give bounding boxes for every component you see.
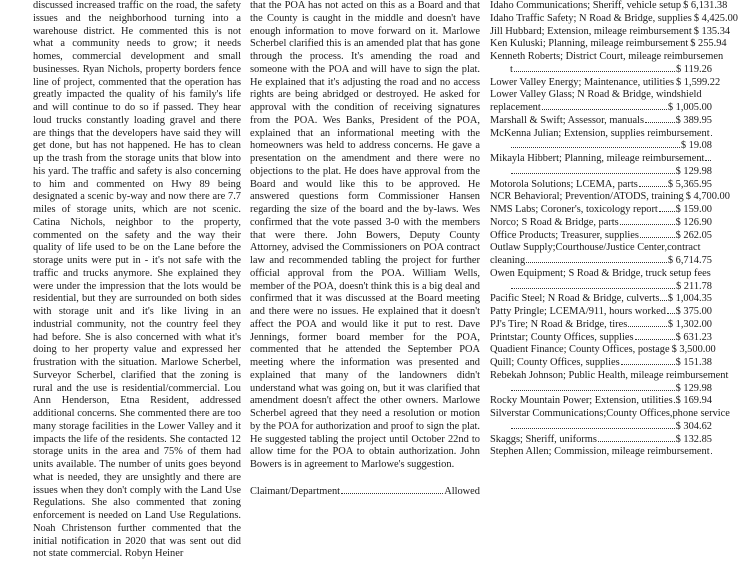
claimant-name: NMS Labs; Coroner's, toxicology report: [490, 204, 658, 217]
claim-entry: [490, 153, 712, 179]
claim-amount: $ 631.23: [676, 332, 712, 345]
claim-entry: [490, 268, 712, 294]
claimant-name: Owen Equipment; S Road & Bridge, truck setup fees: [490, 268, 711, 281]
claimant-name: Lower Valley Glass; N Road & Bridge, windshield: [490, 89, 702, 102]
claim-entry: [490, 204, 712, 217]
claimant-name: Quadient Finance; County Offices, postage: [490, 344, 670, 357]
claim-entry: [490, 408, 712, 434]
claim-amount: $ 129.98: [676, 383, 712, 396]
claim-entry: [490, 446, 712, 459]
claimant-name: Jill Hubbard; Extension, mileage reimbursement: [490, 26, 692, 39]
claim-entry: [490, 357, 712, 370]
claimant-name: NCR Behavioral; Prevention/ATODS, training: [490, 191, 684, 204]
claimant-name-continued: replacement: [490, 102, 541, 115]
claimant-name: Kenneth Roberts; District Court, mileage reimbursemen: [490, 51, 723, 64]
claimant-name-continued: t: [510, 64, 513, 77]
claimant-name: Idaho Traffic Safety; N Road & Bridge, supplies: [490, 13, 692, 26]
claimant-name: Silverstar Communications;County Offices,phone service: [490, 408, 730, 421]
claim-entry: [490, 319, 712, 332]
allowed-header: Allowed: [444, 486, 480, 499]
dot-leader: [639, 186, 667, 187]
claimant-name: Mikayla Hibbert; Planning, mileage reimbursement: [490, 153, 704, 166]
claimant-name: Ken Kuluski; Planning, mileage reimbursement: [490, 38, 688, 51]
claimant-name: Norco; S Road & Bridge, parts: [490, 217, 619, 230]
claim-entry: [490, 395, 712, 408]
claimant-name: Stephen Allen; Commission, mileage reimbursement: [490, 446, 710, 459]
claim-amount: $ 135.34: [694, 26, 730, 39]
claim-amount: $ 132.85: [676, 434, 712, 447]
claim-entry: [490, 179, 712, 192]
claimant-name: Rocky Mountain Power; Extension, utilities: [490, 395, 673, 408]
claim-amount: $ 6,131.38: [683, 0, 727, 13]
claim-entry: [490, 128, 712, 154]
claim-entry: [490, 332, 712, 345]
dot-leader: [640, 237, 675, 238]
claimant-name: Rebekah Johnson; Public Health, mileage reimbursement: [490, 370, 728, 383]
claim-amount: $ 126.90: [676, 217, 712, 230]
claim-amount: $ 255.94: [690, 38, 726, 51]
claim-amount: $ 19.08: [681, 140, 712, 153]
claim-entry: [490, 115, 712, 128]
claim-entry: [490, 26, 712, 39]
claim-entry: [490, 344, 712, 357]
claims-list: [490, 0, 712, 459]
claim-amount: $ 4,700.00: [686, 191, 730, 204]
claimant-name: McKenna Julian; Extension, supplies reimbursement: [490, 128, 710, 141]
claim-amount: $ 6,714.75: [668, 255, 712, 268]
claimant-name: Motorola Solutions; LCEMA, parts: [490, 179, 638, 192]
middle-text-column: [250, 0, 480, 499]
dot-leader: [628, 326, 667, 327]
meeting-minutes-paragraph: that the POA has not acted on this as a Board and that the County is caught in the middle and doesn't have enough information to move forward on it. Marlowe Scherbel clarified this is an amended plat that has gone through the process. It's amending the road and someone with the POA and will have to sign the plat. He explained that it's adjusting the road and no access rights are being abridged or destroyed. He asked for approval with the condition of receiving signatures from the POA. Wes Banks, President of the POA, explained that an informational meeting with the homeowners was held to address concerns. He gave a presentation on the amendment and there were no objections to the plat. He does have approval from the Board and would like this to be approved. He answered questions form Commissioner Hansen regarding the size of the board and the by-laws. Wes confirmed that the vote passed 3-0 with the members that were there. John Bowers, Deputy County Attorney, advised the Commissioners on POA contract law and recommended tabling the project for further official approval from the POA. William Wells, member of the POA, doesn't think this is a big deal and confirmed that it was discussed at the Board meeting and there were no issues. He explained that it doesn't affect the POA and would like it put to rest. Dave Jennings, former board member for the POA, commented that he attended the September POA meeting where the information was presented and explained that many of the landowners didn't understand what was going on, but it was clarified that amendment doesn't affect the other owners. Marlowe Scherbel agreed that they need a resolution or motion by the POA for authorization and proof to sign the plat. He suggested tabling the project until October 22nd to allow time for the POA to obtain authorization. John Bowers is in agreement to Marlowe's suggestion.: [250, 0, 480, 472]
dot-leader: [511, 147, 680, 148]
claimant-name-continued: cleaning: [490, 255, 525, 268]
claim-amount: $ 304.62: [676, 421, 712, 434]
claim-entry: [490, 77, 712, 90]
claimant-name: Printstar; County Offices, supplies: [490, 332, 634, 345]
claimant-name: Outlaw Supply;Courthouse/Justice Center,contract: [490, 242, 701, 255]
dot-leader: [511, 428, 675, 429]
claim-entry: [490, 370, 712, 396]
claim-entry: [490, 0, 712, 13]
claimant-name: Pacific Steel; N Road & Bridge, culverts: [490, 293, 659, 306]
claim-amount: $ 1,302.00: [668, 319, 712, 332]
claim-amount: $ 262.05: [676, 230, 712, 243]
claim-entry: [490, 230, 712, 243]
claim-entry: [490, 293, 712, 306]
claim-entry: [490, 13, 712, 26]
claim-entry: [490, 51, 712, 77]
dot-leader: [705, 160, 711, 161]
claimant-name: Quill; County Offices, supplies: [490, 357, 620, 370]
claim-amount: $ 5,365.95: [668, 179, 712, 192]
claim-amount: $ 4,425.00: [694, 13, 738, 26]
claim-amount: $ 1,005.00: [668, 102, 712, 115]
claim-entry: [490, 434, 712, 447]
claimant-name: Lower Valley Energy; Maintenance, utilities: [490, 77, 674, 90]
dot-leader: [514, 71, 675, 72]
claimant-name: Skaggs; Sheriff, uniforms: [490, 434, 597, 447]
claim-amount: $ 389.95: [676, 115, 712, 128]
claim-entry: [490, 89, 712, 115]
dot-leader: [667, 313, 675, 314]
claim-amount: $ 159.00: [676, 204, 712, 217]
claimant-name: Office Products; Treasurer, supplies: [490, 230, 639, 243]
claim-amount: $ 151.38: [676, 357, 712, 370]
claim-amount: $ 129.98: [676, 166, 712, 179]
claimant-name: Marshall & Swift; Assessor, manuals: [490, 115, 644, 128]
dot-leader: [511, 288, 675, 289]
claimant-name: PJ's Tire; N Road & Bridge, tires: [490, 319, 627, 332]
claim-entry: [490, 217, 712, 230]
dot-leader: [511, 173, 675, 174]
dot-leader: [621, 364, 675, 365]
meeting-minutes-paragraph: discussed increased traffic on the road, the safety issues and the neighborhood turning into a warehouse district. He commented this is not what a community needs to grow; it needs homes, commercial development and small businesses. Ryan Nichols, property borders fence line of project, commented that the operation has greatly impacted the quality of his family's life and will continue to do so if passed. They hear loud trucks constantly loading gravel and there are things that the developers have said they will get done, but has not happened. He has to clean up the trash from the storage units that blow into his yard. The traffic and safety is also concerning to him and commented on Hwy 89 being designated a scenic by-way and now there are 7.7 miles of storage units, which are not scenic. Catina Nichols, neighbor to the property, commented on the safety and the way their quality of life used to be on the Lane before the storage units were put in - it's not safe with the traffic and trucks anymore. She explained they were under the impression that the lots would be residential, but they are surrounded on both sides with storage unit and it's like living in an industrial community, not the country feel they had before. She is also concerned with what it's doing to her property value and expressed her frustration with the situation. Marlowe Scherbel, Surveyor Scherbel, clarified that the zoning is rural and the use is residential/commercial. Lou Ann Henderson, Etna Resident, addressed additional concerns. She commented there are too many storage facilities in the Lower Valley and it impacts the life of the residents. She contacted 12 storage units in the area and 75% of them had units available. The number of units goes beyond what is needed, they are unsightly and there are issues when they don't comply with the Land Use Regulations. She also commented that zoning enforcement is needed on Land Use Regulations. Noah Christenson further commented that the initial notification in 2020 that was sent out did not state commercial. Robyn Heiner: [33, 0, 241, 561]
dot-leader: [674, 402, 675, 403]
claim-amount: $ 3,500.00: [672, 344, 716, 357]
dot-leader: [620, 224, 675, 225]
claim-entry: [490, 242, 712, 268]
claim-amount: $ 1,599.22: [676, 77, 720, 90]
claim-entry: [490, 306, 712, 319]
claimant-name: Idaho Communications; Sheriff, vehicle setup: [490, 0, 681, 13]
dot-leader: [526, 262, 667, 263]
dot-leader: [598, 441, 675, 442]
claim-entry: [490, 38, 712, 51]
claim-amount: $ 375.00: [676, 306, 712, 319]
dot-leader: [511, 390, 675, 391]
dot-leader: [635, 339, 675, 340]
claims-table-header: [250, 486, 480, 499]
claim-amount: $ 211.78: [676, 281, 712, 294]
dot-leader: [645, 122, 675, 123]
claim-amount: $ 169.94: [676, 395, 712, 408]
left-text-column: [33, 0, 241, 561]
claim-amount: $ 119.26: [676, 64, 712, 77]
dot-leader: [659, 211, 675, 212]
claimant-department-header: Claimant/Department: [250, 486, 340, 499]
claim-entry: [490, 191, 712, 204]
claimant-name: Patty Pringle; LCEMA/911, hours worked: [490, 306, 666, 319]
claim-amount: $ 1,004.35: [668, 293, 712, 306]
dot-leader: [341, 493, 443, 494]
dot-leader: [542, 109, 667, 110]
dot-leader: [660, 300, 666, 301]
